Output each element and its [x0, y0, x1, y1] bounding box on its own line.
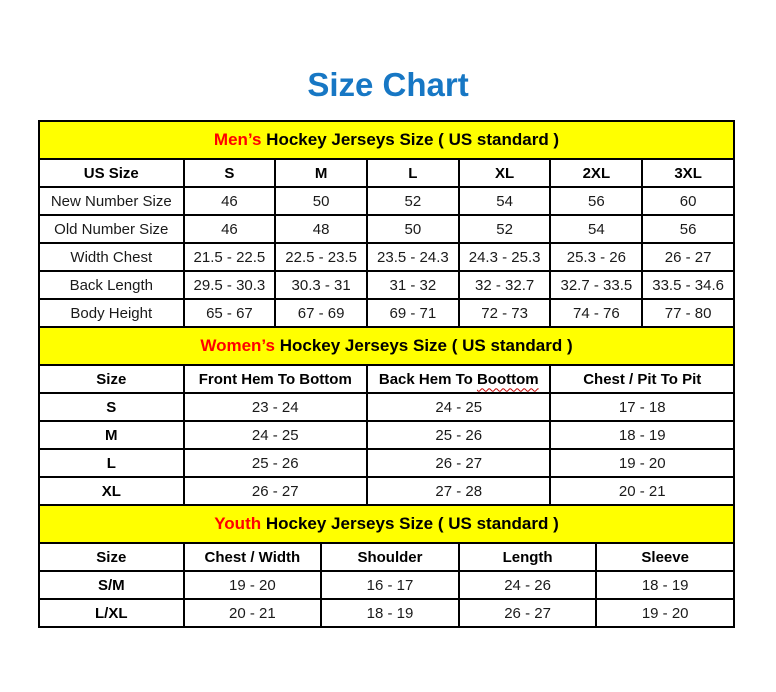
mens-value-cell: 52: [459, 215, 551, 243]
youth-column-header: Sleeve: [596, 543, 734, 571]
youth-value-cell: 20 - 21: [184, 599, 322, 627]
mens-value-cell: 23.5 - 24.3: [367, 243, 459, 271]
mens-row-label: Back Length: [39, 271, 184, 299]
mens-value-cell: 60: [642, 187, 734, 215]
mens-value-cell: 77 - 80: [642, 299, 734, 327]
womens-value-cell: 26 - 27: [367, 449, 550, 477]
mens-value-cell: 30.3 - 31: [275, 271, 367, 299]
mens-value-cell: 65 - 67: [184, 299, 276, 327]
mens-table-row: [39, 243, 734, 271]
youth-value-cell: 26 - 27: [459, 599, 597, 627]
womens-section-banner: [39, 327, 734, 365]
mens-value-cell: 74 - 76: [550, 299, 642, 327]
youth-column-header: Shoulder: [321, 543, 459, 571]
mens-value-cell: 67 - 69: [275, 299, 367, 327]
womens-value-cell: 19 - 20: [550, 449, 734, 477]
womens-column-header: Size: [39, 365, 184, 393]
womens-banner-highlight: Women’s: [200, 336, 275, 355]
mens-value-cell: 21.5 - 22.5: [184, 243, 276, 271]
youth-column-header: Size: [39, 543, 184, 571]
womens-row-label: S: [39, 393, 184, 421]
youth-row-label: S/M: [39, 571, 184, 599]
mens-table-row: [39, 299, 734, 327]
mens-value-cell: 50: [367, 215, 459, 243]
mens-value-cell: 72 - 73: [459, 299, 551, 327]
mens-value-cell: 52: [367, 187, 459, 215]
mens-banner-highlight: Men’s: [213, 130, 262, 149]
mens-value-cell: 26 - 27: [642, 243, 734, 271]
mens-value-cell: 46: [184, 215, 276, 243]
mens-value-cell: 48: [275, 215, 367, 243]
mens-value-cell: 56: [550, 187, 642, 215]
mens-value-cell: 29.5 - 30.3: [184, 271, 276, 299]
womens-row-label: XL: [39, 477, 184, 505]
youth-column-header: Chest / Width: [184, 543, 322, 571]
youth-value-cell: 18 - 19: [321, 599, 459, 627]
youth-value-cell: 24 - 26: [459, 571, 597, 599]
youth-table-row: [39, 599, 734, 627]
mens-size-table: [38, 120, 735, 328]
mens-column-header: M: [275, 159, 367, 187]
mens-column-header: US Size: [39, 159, 184, 187]
mens-value-cell: 24.3 - 25.3: [459, 243, 551, 271]
mens-value-cell: 54: [459, 187, 551, 215]
youth-banner-text: Hockey Jerseys Size ( US standard ): [261, 514, 559, 533]
mens-value-cell: 33.5 - 34.6: [642, 271, 734, 299]
mens-banner-text: Hockey Jerseys Size ( US standard ): [261, 130, 560, 149]
youth-column-header: Length: [459, 543, 597, 571]
womens-row-label: L: [39, 449, 184, 477]
youth-value-cell: 16 - 17: [321, 571, 459, 599]
mens-value-cell: 32.7 - 33.5: [550, 271, 642, 299]
youth-value-cell: 18 - 19: [596, 571, 734, 599]
womens-value-cell: 24 - 25: [184, 421, 367, 449]
mens-column-header: 3XL: [642, 159, 734, 187]
mens-row-label: Old Number Size: [39, 215, 184, 243]
mens-row-label: Width Chest: [39, 243, 184, 271]
size-chart-tables: [38, 120, 735, 628]
mens-row-label: New Number Size: [39, 187, 184, 215]
mens-value-cell: 22.5 - 23.5: [275, 243, 367, 271]
womens-value-cell: 24 - 25: [367, 393, 550, 421]
mens-value-cell: 31 - 32: [367, 271, 459, 299]
womens-column-header: Chest / Pit To Pit: [550, 365, 734, 393]
mens-value-cell: 25.3 - 26: [550, 243, 642, 271]
mens-column-header: XL: [459, 159, 551, 187]
womens-value-cell: 17 - 18: [550, 393, 734, 421]
womens-column-header: [367, 365, 550, 393]
youth-section-banner: [39, 505, 734, 543]
womens-column-header: Front Hem To Bottom: [184, 365, 367, 393]
youth-size-table: [38, 504, 735, 628]
youth-row-label: L/XL: [39, 599, 184, 627]
womens-value-cell: 20 - 21: [550, 477, 734, 505]
mens-value-cell: 46: [184, 187, 276, 215]
misspelled-word-underline: Boottom: [476, 370, 539, 388]
page-title: Size Chart: [307, 66, 469, 103]
mens-section-banner: [39, 121, 734, 159]
mens-row-label: Body Height: [39, 299, 184, 327]
mens-value-cell: 56: [642, 215, 734, 243]
youth-value-cell: 19 - 20: [596, 599, 734, 627]
mens-table-row: [39, 271, 734, 299]
mens-value-cell: 50: [275, 187, 367, 215]
column-header-text: Back Hem To: [378, 370, 477, 388]
womens-banner-text: Hockey Jerseys Size ( US standard ): [274, 336, 573, 355]
youth-banner-highlight: Youth: [214, 514, 262, 533]
womens-table-row: [39, 393, 734, 421]
mens-column-header: S: [184, 159, 276, 187]
womens-value-cell: 26 - 27: [184, 477, 367, 505]
mens-value-cell: 69 - 71: [367, 299, 459, 327]
womens-table-row: [39, 449, 734, 477]
youth-value-cell: 19 - 20: [184, 571, 322, 599]
womens-value-cell: 25 - 26: [184, 449, 367, 477]
mens-column-header: 2XL: [550, 159, 642, 187]
womens-row-label: M: [39, 421, 184, 449]
mens-value-cell: 54: [550, 215, 642, 243]
womens-value-cell: 23 - 24: [184, 393, 367, 421]
womens-value-cell: 25 - 26: [367, 421, 550, 449]
mens-column-header: L: [367, 159, 459, 187]
womens-table-row: [39, 477, 734, 505]
womens-table-row: [39, 421, 734, 449]
womens-value-cell: 27 - 28: [367, 477, 550, 505]
womens-value-cell: 18 - 19: [550, 421, 734, 449]
mens-value-cell: 32 - 32.7: [459, 271, 551, 299]
youth-table-row: [39, 571, 734, 599]
womens-size-table: [38, 326, 735, 506]
mens-table-row: [39, 187, 734, 215]
mens-table-row: [39, 215, 734, 243]
